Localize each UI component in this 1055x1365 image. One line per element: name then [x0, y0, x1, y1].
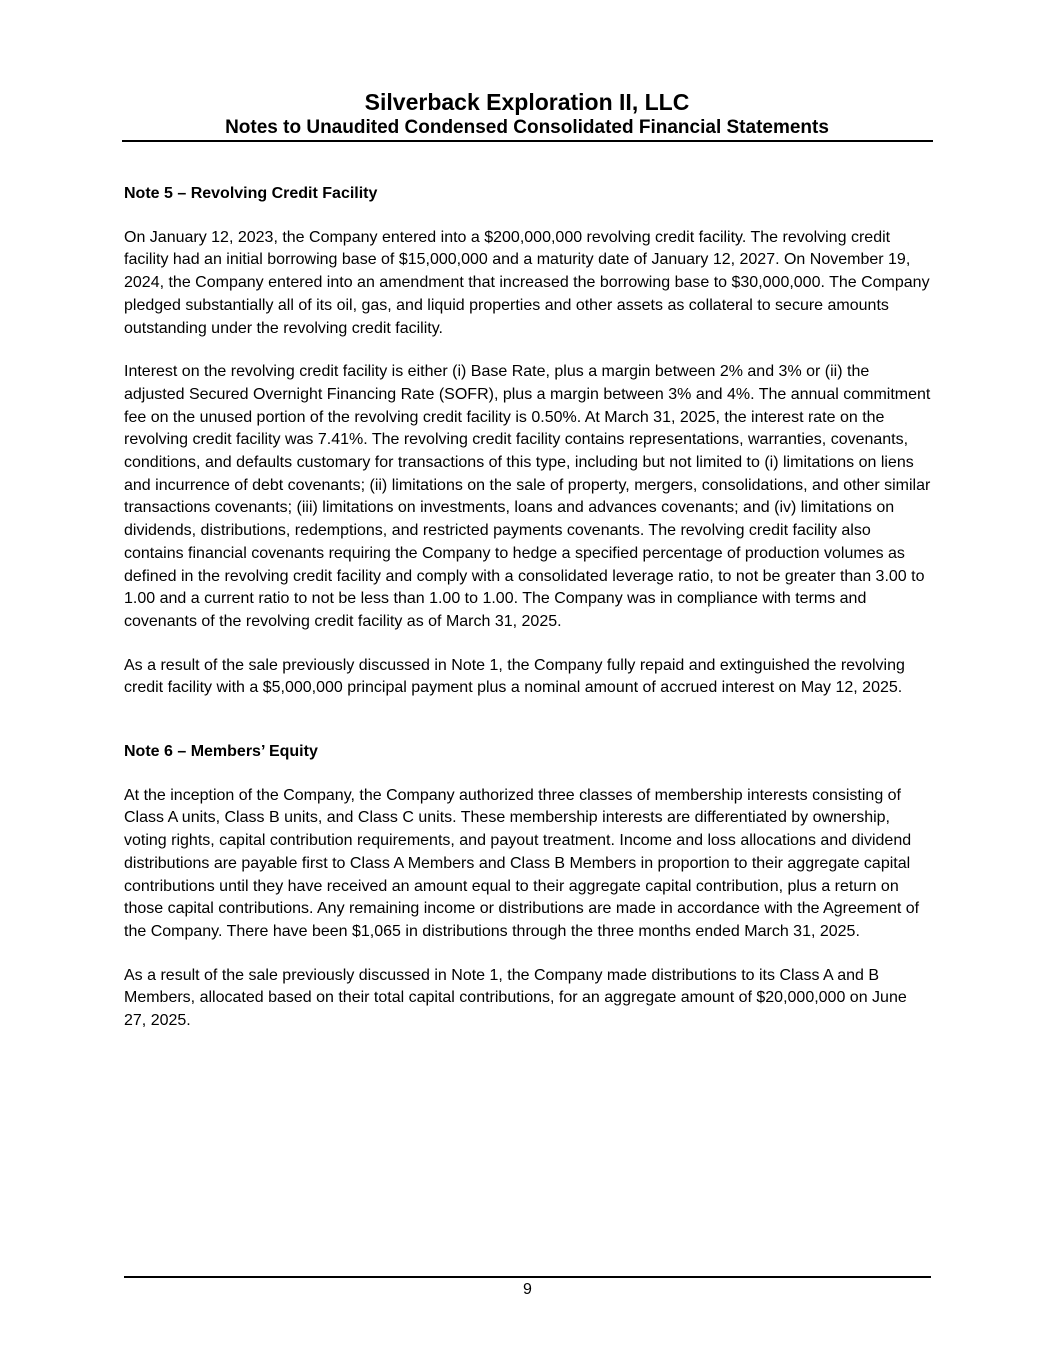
footer-divider: [124, 1276, 931, 1278]
note-paragraph: Interest on the revolving credit facility is either (i) Base Rate, plus a margin between 2% and 3% or (ii) the adjusted Secured Overnight Financing Rate (SOFR), plus a margin between 3% and 4%. The annual commitment fee on the unused portion of the revolving credit facility is 0.50%. At March 31, 2025, the interest rate on the revolving credit facility was 7.41%. The revolving credit facility contains representations, warranties, covenants, conditions, and defaults customary for transactions of this type, including but not limited to (i) limitations on liens and incurrence of debt covenants; (ii) limitations on the sale of property, mergers, consolidations, and other similar transactions covenants; (iii) limitations on investments, loans and advances covenants; and (iv) limitations on dividends, distributions, redemptions, and restricted payments covenants. The revolving credit facility also contains financial covenants requiring the Company to hedge a specified percentage of production volumes as defined in the revolving credit facility and comply with a consolidated leverage ratio, to not be greater than 3.00 to 1.00 and a current ratio to not be less than 1.00 to 1.00. The Company was in compliance with terms and covenants of the revolving credit facility as of March 31, 2025.: [124, 363, 931, 630]
note-heading: Note 5 – Revolving Credit Facility: [124, 185, 378, 202]
note-paragraph: As a result of the sale previously discussed in Note 1, the Company fully repaid and extinguished the revolving credit facility with a $5,000,000 principal payment plus a nominal amount of accrued interest on May 12, 2025.: [124, 656, 905, 697]
section-spacer: [124, 721, 932, 741]
page-header: [122, 88, 932, 140]
company-name: Silverback Exploration II, LLC: [364, 89, 690, 115]
note-heading: Note 6 – Members’ Equity: [124, 743, 318, 761]
page-number: 9: [523, 1281, 532, 1298]
note-paragraph: As a result of the sale previously discussed in Note 1, the Company made distributions to its Class A and B Members, allocated based on their total capital contributions, for an aggregate amount of $20,000,000 on June 27, 2025.: [124, 966, 907, 1030]
note-section: [124, 741, 932, 1033]
note-section: [124, 183, 932, 700]
document-subtitle: Notes to Unaudited Condensed Consolidated Financial Statements: [225, 117, 829, 138]
notes-content: [124, 183, 932, 1054]
note-paragraph: At the inception of the Company, the Company authorized three classes of membership interests consisting of Class A units, Class B units, and Class C units. These membership interests are differentiated by ownership, voting rights, capital contribution requirements, and payout treatment. Income and loss allocations and dividend distributions are payable first to Class A Members and Class B Members in proportion to their aggregate capital contributions until they have received an amount equal to their aggregate capital contribution, plus a return on those capital contributions. Any remaining income or distributions are made in accordance with the Agreement of the Company. There have been $1,065 in distributions through the three months ended March 31, 2025.: [124, 786, 920, 940]
header-divider: [122, 140, 933, 142]
note-paragraph: On January 12, 2023, the Company entered into a $200,000,000 revolving credit facility. The revolving credit facility had an initial borrowing base of $15,000,000 and a maturity date of January 12, 2027. On November 19, 2024, the Company entered into an amendment that increased the borrowing base to $30,000,000. The Company pledged substantially all of its oil, gas, and liquid properties and other assets as collateral to secure amounts outstanding under the revolving credit facility.: [124, 228, 930, 337]
